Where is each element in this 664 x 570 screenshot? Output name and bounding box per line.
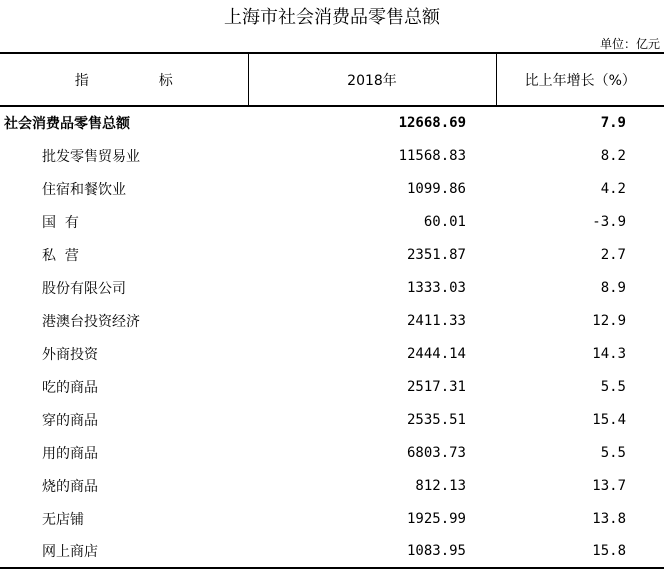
row-growth: 2.7 — [600, 246, 626, 263]
row-name: 股份有限公司 — [42, 280, 126, 297]
row-growth: 7.9 — [600, 115, 626, 131]
table-row — [0, 139, 664, 172]
row-growth: 4.2 — [600, 180, 626, 197]
row-growth: 15.4 — [592, 411, 626, 428]
row-growth: -3.9 — [592, 213, 626, 230]
table-row — [0, 469, 664, 502]
row-growth: 13.7 — [592, 477, 626, 494]
row-growth: 15.8 — [496, 535, 664, 568]
row-name: 烧的商品 — [42, 478, 98, 495]
row-value: 812.13 — [415, 477, 466, 494]
indicator-header-left: 指 — [74, 72, 89, 89]
growth-column-header: 比上年增长（%） — [496, 53, 664, 106]
table-row — [0, 403, 664, 436]
row-name: 用的商品 — [42, 445, 98, 462]
row-value: 1925.99 — [406, 510, 466, 527]
table-row — [0, 304, 664, 337]
row-name: 国 有 — [42, 214, 79, 231]
table-row — [0, 337, 664, 370]
table-row — [0, 370, 664, 403]
table-row — [0, 238, 664, 271]
row-value: 2351.87 — [406, 246, 466, 263]
row-value: 60.01 — [423, 213, 466, 230]
table-row — [0, 205, 664, 238]
row-growth: 5.5 — [600, 444, 626, 461]
row-name: 无店铺 — [42, 511, 84, 528]
indicator-header-right: 标 — [158, 72, 173, 89]
unit-label: 单位：亿元 — [599, 37, 660, 51]
row-value: 1099.86 — [406, 180, 466, 197]
table-row-total — [0, 106, 664, 139]
row-name: 住宿和餐饮业 — [42, 181, 126, 198]
year-column-header: 2018年 — [248, 53, 496, 106]
row-value: 11568.83 — [398, 147, 466, 164]
table-row — [0, 502, 664, 535]
row-name: 穿的商品 — [42, 412, 98, 429]
table-row — [0, 436, 664, 469]
row-value: 1083.95 — [248, 535, 496, 568]
row-growth: 12.9 — [592, 312, 626, 329]
table-header-row — [0, 53, 664, 106]
table-row — [0, 535, 664, 568]
row-growth: 5.5 — [600, 378, 626, 395]
row-value: 2411.33 — [406, 312, 466, 329]
row-value: 2517.31 — [406, 378, 466, 395]
indicator-column-header — [0, 53, 248, 106]
row-name: 社会消费品零售总额 — [4, 116, 130, 132]
row-value: 2444.14 — [406, 345, 466, 362]
row-growth: 8.2 — [600, 147, 626, 164]
row-name: 批发零售贸易业 — [42, 148, 140, 165]
row-name: 吃的商品 — [42, 379, 98, 396]
row-name: 港澳台投资经济 — [42, 313, 140, 330]
row-growth: 8.9 — [600, 279, 626, 296]
row-name: 私 营 — [42, 247, 79, 264]
row-value: 6803.73 — [406, 444, 466, 461]
row-growth: 13.8 — [592, 510, 626, 527]
row-value: 1333.03 — [406, 279, 466, 296]
retail-sales-table — [0, 52, 664, 569]
page-title: 上海市社会消费品零售总额 — [224, 7, 440, 28]
row-name: 外商投资 — [42, 346, 98, 363]
table-row — [0, 172, 664, 205]
row-name: 网上商店 — [0, 535, 248, 568]
row-value: 12668.69 — [398, 115, 466, 131]
row-growth: 14.3 — [592, 345, 626, 362]
row-value: 2535.51 — [406, 411, 466, 428]
table-row — [0, 271, 664, 304]
